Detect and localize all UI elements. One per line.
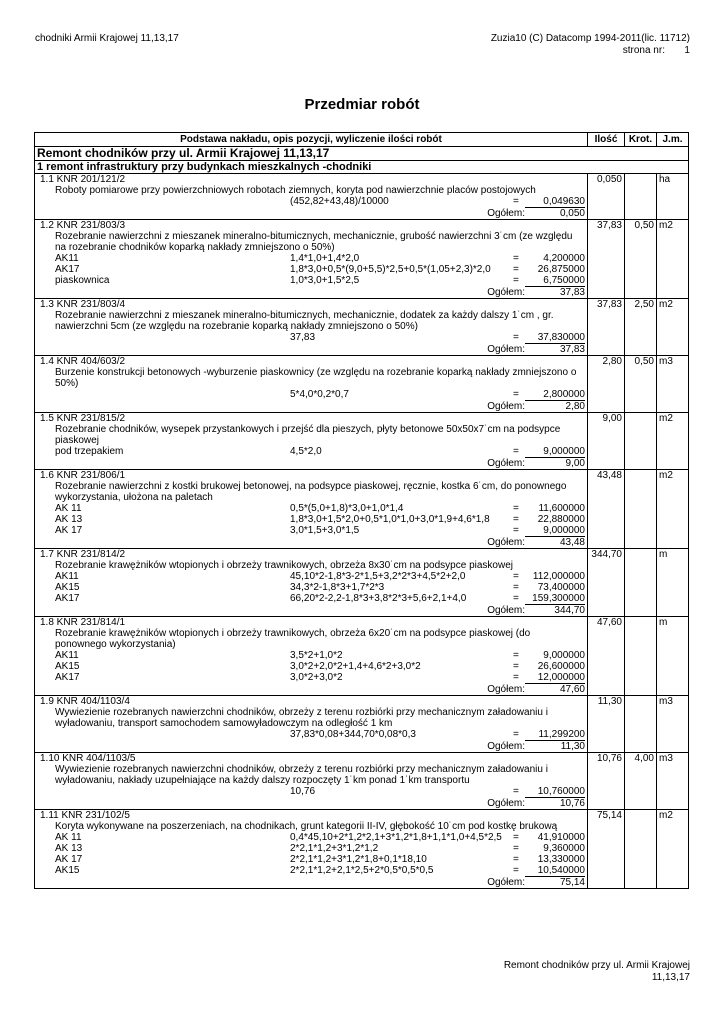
- unit-cell: m: [657, 617, 689, 696]
- calculation-result: 41,910000: [537, 832, 585, 843]
- calculation-label: AK15: [55, 582, 80, 593]
- calculation-result: 12,000000: [525, 672, 585, 684]
- quantity-cell: 344,70: [588, 549, 625, 617]
- equals-sign: =: [513, 503, 519, 514]
- total-label: Ogółem:: [487, 401, 525, 412]
- position-code: 1.9 KNR 404/1103/4: [40, 696, 130, 707]
- quantity-cell: 9,00: [588, 413, 625, 470]
- position-description: Rozebranie nawierzchni z kostki brukowej betonowej, na podsypce piaskowej, ręcznie, kostka 6˙cm, do ponownego wykorzystania, ułożona na paletach: [55, 481, 567, 503]
- calculation-line: [37, 389, 585, 401]
- position-total-line: [37, 741, 585, 752]
- position-code: 1.6 KNR 231/806/1: [40, 470, 126, 481]
- unit-cell: m2: [657, 299, 689, 356]
- position-description: Rozebranie nawierzchni z mieszanek mineralno-bitumicznych, mechanicznie, grubość nawierzchni 3˙cm (ze względu na rozebranie chodników koparką nakłady zmniejszono o 50%): [55, 231, 573, 253]
- total-value: 2,80: [565, 401, 585, 412]
- equals-sign: =: [513, 196, 519, 207]
- calculation-label: AK11: [55, 253, 79, 264]
- subsection-heading-row: [35, 161, 689, 174]
- quantity-cell: 0,050: [588, 174, 625, 220]
- calculation-expression: 2*2,1*1,2+3*1,2*1,2: [290, 843, 379, 854]
- position-row: [35, 299, 689, 356]
- unit-cell: m2: [657, 810, 689, 889]
- equals-sign: =: [513, 582, 519, 593]
- position-code: 1.2 KNR 231/803/3: [40, 220, 126, 231]
- calculation-label: AK11: [55, 571, 79, 582]
- position-description: Wywiezienie rozebranych nawierzchni chodników, obrzeży z terenu rozbiórki przy mechanicznym załadowaniu i wyładowaniu, nakłady uzupełniające na każdy dalszy rozpoczęty 1˙km ponad 1˙km transportu: [55, 764, 548, 786]
- position-row: [35, 470, 689, 549]
- equals-sign: =: [513, 332, 519, 343]
- equals-sign: =: [513, 650, 519, 661]
- calculation-line: [37, 843, 585, 854]
- unit-cell: m2: [657, 220, 689, 299]
- equals-sign: =: [513, 253, 519, 264]
- calculation-result: 22,880000: [537, 514, 585, 525]
- calculation-expression: 66,20*2-2,2-1,8*3+3,8*2*3+5,6+2,1+4,0: [290, 593, 467, 604]
- position-code: 1.5 KNR 231/815/2: [40, 413, 126, 424]
- calculation-result: 73,400000: [537, 582, 585, 593]
- total-value: 37,83: [559, 344, 585, 355]
- unit-cell: m3: [657, 356, 689, 413]
- calculation-expression: 1,0*3,0+1,5*2,5: [290, 275, 360, 286]
- equals-sign: =: [513, 389, 519, 400]
- calculation-expression: 1,4*1,0+1,4*2,0: [290, 253, 360, 264]
- header-page-number: strona nr: 1: [622, 45, 690, 56]
- calculation-result: 159,300000: [525, 593, 585, 605]
- position-description-cell: [35, 299, 588, 356]
- calculation-expression: 3,0*1,5+3,0*1,5: [290, 525, 360, 536]
- unit-cell: m: [657, 549, 689, 617]
- total-value: 0,050: [559, 208, 585, 219]
- calculation-expression: 34,3*2-1,8*3+1,7*2*3: [290, 582, 385, 593]
- calculation-expression: 1,8*3,0+1,5*2,0+0,5*1,0*1,0+3,0*1,9+4,6*1,8: [290, 514, 490, 525]
- calculation-line: [37, 582, 585, 593]
- calculation-expression: 4,5*2,0: [290, 446, 322, 457]
- total-label: Ogółem:: [487, 344, 525, 355]
- position-description-cell: [35, 470, 588, 549]
- multiplier-cell: [625, 617, 657, 696]
- calculation-line: [37, 854, 585, 865]
- calculation-line: [37, 196, 585, 208]
- position-description: Burzenie konstrukcji betonowych -wyburzenie piaskownicy (ze względu na rozebranie koparką nakłady zmniejszono o 50%): [55, 367, 577, 389]
- unit-cell: ha: [657, 174, 689, 220]
- calculation-result: 9,360000: [543, 843, 585, 854]
- equals-sign: =: [513, 661, 519, 672]
- position-total-line: [37, 401, 585, 412]
- total-value: 344,70: [554, 605, 585, 616]
- position-total-line: [37, 208, 585, 219]
- position-code: 1.11 KNR 231/102/5: [40, 810, 130, 821]
- position-total-line: [37, 605, 585, 616]
- calculation-result: 26,875000: [537, 264, 585, 275]
- equals-sign: =: [513, 446, 519, 457]
- total-label: Ogółem:: [487, 537, 525, 548]
- multiplier-cell: [625, 549, 657, 617]
- position-row: [35, 413, 689, 470]
- total-label: Ogółem:: [487, 741, 525, 752]
- calculation-label: AK15: [55, 865, 80, 876]
- calculation-line: [37, 253, 585, 264]
- total-label: Ogółem:: [487, 208, 525, 219]
- unit-cell: m2: [657, 413, 689, 470]
- equals-sign: =: [513, 514, 519, 525]
- position-description-cell: [35, 356, 588, 413]
- multiplier-cell: [625, 810, 657, 889]
- position-description-cell: [35, 549, 588, 617]
- footer-project-address: 11,13,17: [651, 972, 690, 983]
- position-row: [35, 696, 689, 753]
- calculation-result: 0,049630: [525, 196, 585, 208]
- calculation-expression: 37,83*0,08+344,70*0,08*0,3: [290, 729, 416, 740]
- multiplier-cell: [625, 413, 657, 470]
- equals-sign: =: [513, 275, 519, 286]
- position-description-cell: [35, 696, 588, 753]
- unit-cell: m3: [657, 696, 689, 753]
- calculation-label: AK 17: [55, 525, 83, 536]
- equals-sign: =: [513, 729, 519, 740]
- calculation-label: AK 13: [55, 843, 83, 854]
- total-value: 9,00: [565, 458, 585, 469]
- total-label: Ogółem:: [487, 684, 525, 695]
- position-row: [35, 356, 689, 413]
- calculation-line: [37, 729, 585, 741]
- quantity-cell: 2,80: [588, 356, 625, 413]
- calculation-label: AK15: [55, 661, 80, 672]
- position-total-line: [37, 877, 585, 888]
- calculation-result: 37,830000: [525, 332, 585, 344]
- multiplier-cell: 4,00: [625, 753, 657, 810]
- multiplier-cell: 2,50: [625, 299, 657, 356]
- position-description: Rozebranie nawierzchni z mieszanek mineralno-bitumicznych, mechanicznie, dodatek za każdy dalszy 1˙cm , gr. nawierzchni 5cm (ze względu na rozebranie koparką nakłady zmniejszono o 50%): [55, 310, 554, 332]
- position-description: Roboty pomiarowe przy powierzchniowych robotach ziemnych, koryta pod nawierzchnie placów postojowych: [55, 185, 536, 196]
- position-description-cell: [35, 753, 588, 810]
- calculation-expression: 3,0*2+3,0*2: [290, 672, 343, 683]
- quantity-cell: 37,83: [588, 220, 625, 299]
- calculation-result: 4,200000: [543, 253, 585, 264]
- multiplier-cell: 0,50: [625, 356, 657, 413]
- calculation-line: [37, 332, 585, 344]
- equals-sign: =: [513, 786, 519, 797]
- calculation-expression: 0,5*(5,0+1,8)*3,0+1,0*1,4: [290, 503, 404, 514]
- position-total-line: [37, 798, 585, 809]
- unit-cell: m2: [657, 470, 689, 549]
- calculation-result: 9,000000: [543, 650, 585, 661]
- calculation-result: 11,600000: [538, 503, 585, 514]
- calculation-expression: 3,5*2+1,0*2: [290, 650, 343, 661]
- position-code: 1.7 KNR 231/814/2: [40, 549, 126, 560]
- calculation-label: AK11: [55, 650, 79, 661]
- position-total-line: [37, 537, 585, 548]
- total-label: Ogółem:: [487, 605, 525, 616]
- equals-sign: =: [513, 832, 519, 843]
- calculation-result: 9,000000: [525, 525, 585, 537]
- position-description: Rozebranie krawężników wtopionych i obrzeży trawnikowych, obrzeża 8x30˙cm na podsypce piaskowej: [55, 560, 513, 571]
- calculation-label: AK 17: [55, 854, 83, 865]
- column-header-unit: J.m.: [657, 133, 689, 147]
- equals-sign: =: [513, 525, 519, 536]
- equals-sign: =: [513, 571, 519, 582]
- position-row: [35, 174, 689, 220]
- calculation-label: AK 11: [55, 503, 82, 514]
- unit-cell: m3: [657, 753, 689, 810]
- bill-of-quantities-table: [34, 132, 689, 889]
- page-title: Przedmiar robót: [304, 96, 420, 113]
- position-description: Rozebranie krawężników wtopionych i obrzeży trawnikowych, obrzeża 6x20˙cm na podsypce piaskowej (do ponownego wykorzystania): [55, 628, 531, 650]
- position-row: [35, 549, 689, 617]
- calculation-expression: 5*4,0*0,2*0,7: [290, 389, 349, 400]
- calculation-line: [37, 275, 585, 287]
- header-document-name: chodniki Armii Krajowej 11,13,17: [35, 33, 179, 44]
- position-code: 1.1 KNR 201/121/2: [40, 174, 126, 185]
- calculation-expression: 10,76: [290, 786, 316, 797]
- calculation-result: 9,000000: [525, 446, 585, 458]
- calculation-label: AK 11: [55, 832, 82, 843]
- position-code: 1.3 KNR 231/803/4: [40, 299, 126, 310]
- calculation-result: 2,800000: [525, 389, 585, 401]
- position-code: 1.8 KNR 231/814/1: [40, 617, 126, 628]
- quantity-cell: 37,83: [588, 299, 625, 356]
- calculation-line: [37, 593, 585, 605]
- quantity-cell: 10,76: [588, 753, 625, 810]
- calculation-label: AK17: [55, 593, 80, 604]
- calculation-result: 10,540000: [525, 865, 585, 877]
- calculation-expression: 3,0*2+2,0*2+1,4+4,6*2+3,0*2: [290, 661, 421, 672]
- calculation-result: 112,000000: [532, 571, 585, 582]
- equals-sign: =: [513, 854, 519, 865]
- position-description-cell: [35, 810, 588, 889]
- total-value: 47,60: [559, 684, 585, 695]
- calculation-line: [37, 571, 585, 582]
- position-total-line: [37, 458, 585, 469]
- calculation-label: AK17: [55, 264, 80, 275]
- multiplier-cell: [625, 696, 657, 753]
- section-heading-row: [35, 147, 689, 161]
- calculation-line: [37, 672, 585, 684]
- header-program-info: [491, 33, 690, 57]
- total-label: Ogółem:: [487, 287, 525, 298]
- calculation-expression: 2*2,1*1,2+3*1,2*1,8+0,1*18,10: [290, 854, 427, 865]
- calculation-line: [37, 264, 585, 275]
- quantity-cell: 47,60: [588, 617, 625, 696]
- total-value: 11,30: [560, 741, 585, 752]
- calculation-expression: (452,82+43,48)/10000: [290, 196, 389, 207]
- multiplier-cell: 0,50: [625, 220, 657, 299]
- table-header-row: [35, 133, 689, 147]
- calculation-line: [37, 661, 585, 672]
- total-value: 10,76: [559, 798, 585, 809]
- calculation-line: [37, 525, 585, 537]
- calculation-line: [37, 865, 585, 877]
- position-row: [35, 810, 689, 889]
- calculation-line: [37, 446, 585, 458]
- position-total-line: [37, 344, 585, 355]
- equals-sign: =: [513, 865, 519, 876]
- total-value: 37,83: [559, 287, 585, 298]
- calculation-expression: 2*2,1*1,2+2,1*2,5+2*0,5*0,5*0,5: [290, 865, 434, 876]
- position-description: Rozebranie chodników, wysepek przystankowych i przejść dla pieszych, płyty betonowe 50x50x7˙cm na podsypce piaskowej: [55, 424, 561, 446]
- header-license: Zuzia10 (C) Datacomp 1994-2011(lic. 11712): [490, 33, 690, 44]
- total-value: 43,48: [559, 537, 585, 548]
- footer: [504, 960, 690, 984]
- position-description-cell: [35, 174, 588, 220]
- multiplier-cell: [625, 174, 657, 220]
- total-label: Ogółem:: [487, 877, 525, 888]
- position-description-cell: [35, 413, 588, 470]
- position-row: [35, 220, 689, 299]
- position-code: 1.10 KNR 404/1103/5: [40, 753, 136, 764]
- multiplier-cell: [625, 470, 657, 549]
- column-header-multiplier: Krot.: [625, 133, 657, 147]
- calculation-result: 6,750000: [525, 275, 585, 287]
- position-total-line: [37, 287, 585, 298]
- position-total-line: [37, 684, 585, 695]
- total-value: 75,14: [559, 877, 585, 888]
- column-header-quantity: Ilość: [588, 133, 625, 147]
- equals-sign: =: [513, 672, 519, 683]
- calculation-label: piaskownica: [55, 275, 110, 286]
- equals-sign: =: [513, 843, 519, 854]
- calculation-label: AK17: [55, 672, 80, 683]
- calculation-label: pod trzepakiem: [55, 446, 124, 457]
- quantity-cell: 11,30: [588, 696, 625, 753]
- footer-project-name: Remont chodników przy ul. Armii Krajowej: [503, 960, 690, 971]
- equals-sign: =: [513, 264, 519, 275]
- position-description: Koryta wykonywane na poszerzeniach, na chodnikach, grunt kategorii II-IV, głębokość 10˙cm pod kostkę brukową: [55, 821, 558, 832]
- calculation-expression: 37,83: [290, 332, 316, 343]
- position-row: [35, 753, 689, 810]
- calculation-line: [37, 503, 585, 514]
- quantity-cell: 43,48: [588, 470, 625, 549]
- section-title: Remont chodników przy ul. Armii Krajowej 11,13,17: [35, 147, 689, 161]
- position-code: 1.4 KNR 404/603/2: [40, 356, 126, 367]
- calculation-result: 26,600000: [537, 661, 585, 672]
- total-label: Ogółem:: [487, 458, 525, 469]
- calculation-line: [37, 514, 585, 525]
- calculation-result: 11,299200: [525, 729, 585, 741]
- calculation-result: 10,760000: [525, 786, 585, 798]
- calculation-line: [37, 650, 585, 661]
- column-header-description: Podstawa nakładu, opis pozycji, wyliczenie ilości robót: [35, 133, 588, 147]
- position-description-cell: [35, 617, 588, 696]
- calculation-expression: 0,4*45,10+2*1,2*2,1+3*1,2*1,8+1,1*1,0+4,5*2,5: [290, 832, 502, 843]
- subsection-title: 1 remont infrastruktury przy budynkach mieszkalnych -chodniki: [35, 161, 689, 174]
- total-label: Ogółem:: [487, 798, 525, 809]
- calculation-line: [37, 786, 585, 798]
- calculation-label: AK 13: [55, 514, 83, 525]
- calculation-expression: 45,10*2-1,8*3-2*1,5+3,2*2*3+4,5*2+2,0: [290, 571, 466, 582]
- calculation-expression: 1,8*3,0+0,5*(9,0+5,5)*2,5+0,5*(1,05+2,3)*2,0: [290, 264, 491, 275]
- position-description: Wywiezienie rozebranych nawierzchni chodników, obrzeży z terenu rozbiórki przy mechanicznym załadowaniu i wyładowaniu, transport samochodem samowyładowczym na odległość 1 km: [55, 707, 548, 729]
- equals-sign: =: [513, 593, 519, 604]
- calculation-result: 13,330000: [537, 854, 585, 865]
- calculation-line: [37, 832, 585, 843]
- position-row: [35, 617, 689, 696]
- quantity-cell: 75,14: [588, 810, 625, 889]
- position-description-cell: [35, 220, 588, 299]
